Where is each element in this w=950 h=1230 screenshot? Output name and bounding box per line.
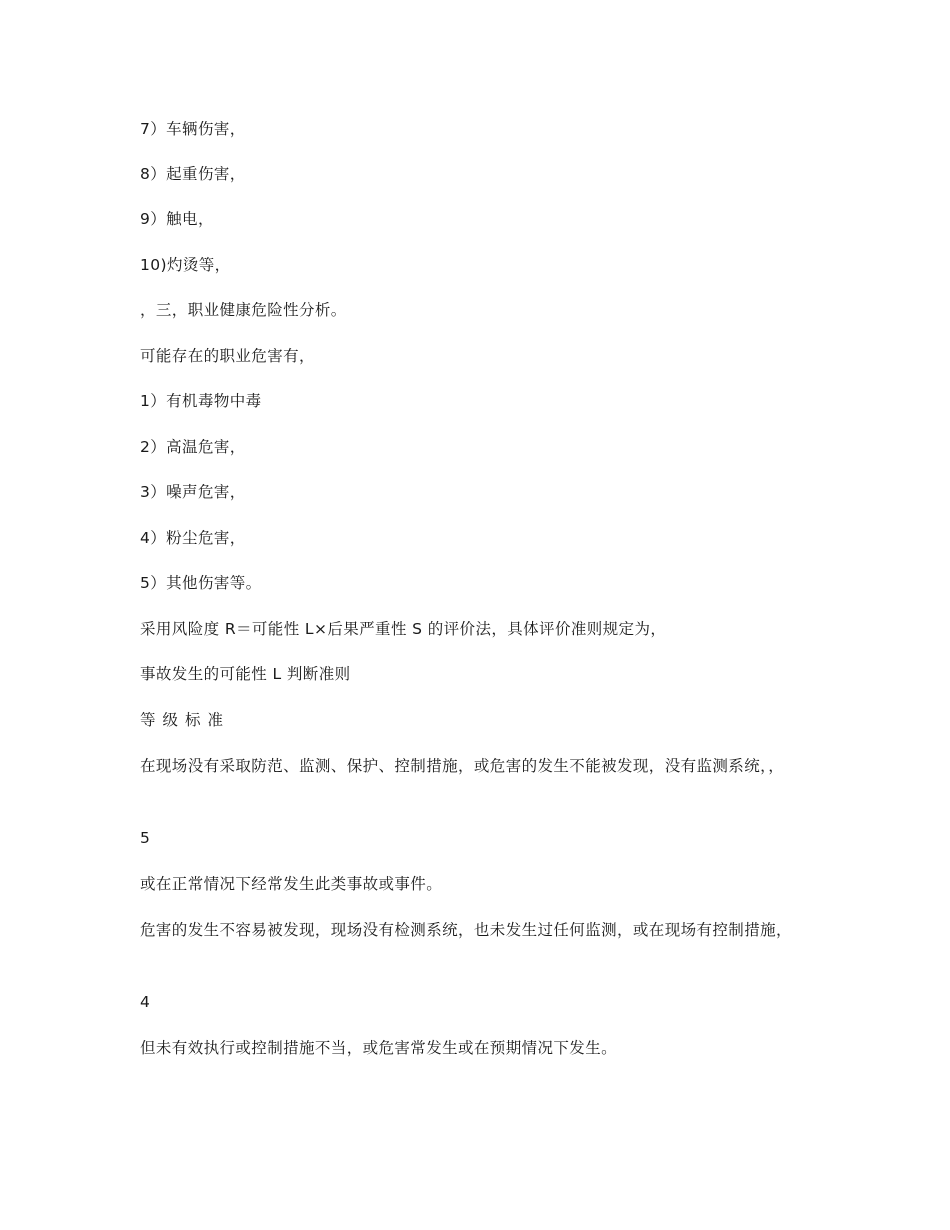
- table-header-grade-standard: 等级标准: [140, 711, 231, 729]
- criteria-level-5-value: 5: [140, 829, 151, 847]
- list-item-organic-poisoning: 1）有机毒物中毒: [140, 392, 262, 410]
- risk-method-paragraph: 采用风险度 R＝可能性 L×后果严重性 S 的评价法，具体评价准则规定为，: [140, 620, 667, 638]
- list-item-burns: 10)灼烫等，: [140, 256, 231, 274]
- criteria-level-4-text: 危害的发生不容易被发现，现场没有检测系统，也未发生过任何监测，或在现场有控制措施，: [140, 921, 792, 939]
- list-item-vehicle-injury: 7）车辆伤害，: [140, 120, 246, 138]
- list-item-noise: 3）噪声危害，: [140, 483, 246, 501]
- list-item-dust: 4）粉尘危害，: [140, 529, 246, 547]
- likelihood-criteria-title: 事故发生的可能性 L 判断准则: [140, 665, 351, 683]
- list-item-electric-shock: 9）触电，: [140, 210, 214, 228]
- section-heading-occupational-health: ，三，职业健康危险性分析。: [140, 301, 347, 319]
- intro-occupational-hazards: 可能存在的职业危害有，: [140, 347, 315, 365]
- list-item-lifting-injury: 8）起重伤害，: [140, 165, 246, 183]
- list-item-other-injuries: 5）其他伤害等。: [140, 574, 262, 592]
- criteria-level-4-continued: 但未有效执行或控制措施不当，或危害常发生或在预期情况下发生。: [140, 1039, 618, 1057]
- criteria-level-5-continued: 或在正常情况下经常发生此类事故或事件。: [140, 875, 443, 893]
- criteria-level-4-value: 4: [140, 993, 151, 1011]
- criteria-level-5-text: 在现场没有采取防范、监测、保护、控制措施，或危害的发生不能被发现，没有监测系统，，: [140, 757, 785, 775]
- list-item-high-temperature: 2）高温危害，: [140, 438, 246, 456]
